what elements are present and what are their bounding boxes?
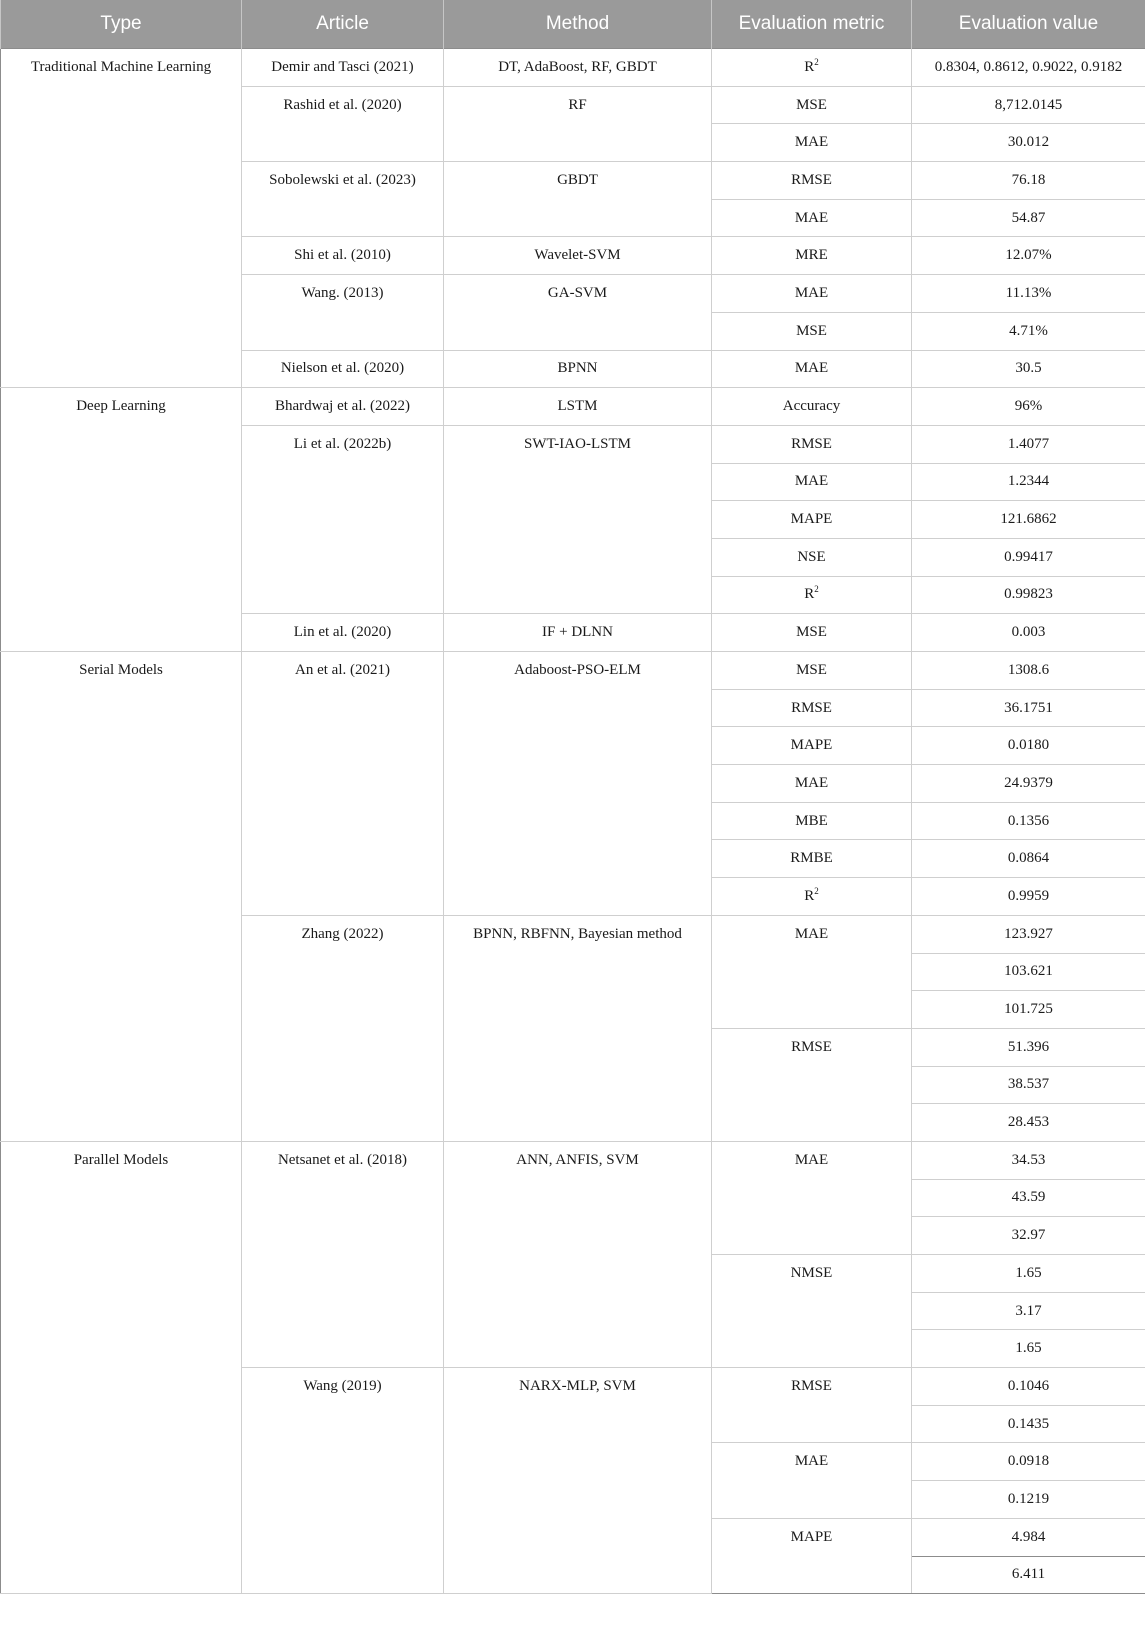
method-cell: DT, AdaBoost, RF, GBDT [444,49,712,87]
article-cell: Sobolewski et al. (2023) [242,162,444,237]
metric-cell: MAE [712,765,912,803]
value-cell: 4.984 [912,1518,1145,1556]
header-evaluation-value: Evaluation value [912,0,1145,49]
table-row [1,1141,1145,1179]
value-cell: 76.18 [912,162,1145,200]
method-cell: Adaboost-PSO-ELM [444,652,712,916]
article-cell: Nielson et al. (2020) [242,350,444,388]
method-cell: GA-SVM [444,275,712,350]
metric-cell: MAE [712,124,912,162]
metric-cell: RMSE [712,689,912,727]
metric-cell: RMSE [712,1368,912,1443]
method-cell: BPNN, RBFNN, Bayesian method [444,915,712,1141]
value-cell: 0.0180 [912,727,1145,765]
header-row [1,0,1145,49]
metric-cell: Accuracy [712,388,912,426]
value-cell: 12.07% [912,237,1145,275]
value-cell: 34.53 [912,1141,1145,1179]
table-row [1,388,1145,426]
value-cell: 4.71% [912,312,1145,350]
metric-cell [712,49,912,87]
metric-cell: MAE [712,199,912,237]
value-cell: 36.1751 [912,689,1145,727]
type-cell: Parallel Models [1,1141,242,1593]
value-cell: 1.65 [912,1330,1145,1368]
value-cell: 0.1435 [912,1405,1145,1443]
method-cell: NARX-MLP, SVM [444,1368,712,1594]
metric-label: R [804,887,815,904]
value-cell: 0.003 [912,614,1145,652]
value-cell: 0.8304, 0.8612, 0.9022, 0.9182 [912,49,1145,87]
metric-cell: MSE [712,652,912,690]
value-cell: 1.65 [912,1255,1145,1293]
article-cell: Rashid et al. (2020) [242,86,444,161]
metric-cell: NMSE [712,1255,912,1368]
value-cell: 0.0918 [912,1443,1145,1481]
article-cell: Wang (2019) [242,1368,444,1594]
article-cell: Netsanet et al. (2018) [242,1141,444,1367]
value-cell: 0.99823 [912,576,1145,614]
header-evaluation-metric: Evaluation metric [712,0,912,49]
article-cell: Zhang (2022) [242,915,444,1141]
value-cell: 0.1219 [912,1481,1145,1519]
value-cell: 0.1046 [912,1368,1145,1406]
metric-label: R [804,59,815,75]
value-cell: 0.99417 [912,538,1145,576]
header-method: Method [444,0,712,49]
metric-cell: MAPE [712,1518,912,1593]
table-row [1,49,1145,87]
metric-cell: RMBE [712,840,912,878]
metric-cell: MAE [712,350,912,388]
value-cell: 101.725 [912,991,1145,1029]
value-cell: 51.396 [912,1028,1145,1066]
metric-cell [712,576,912,614]
metric-cell: MAPE [712,501,912,539]
value-cell: 32.97 [912,1217,1145,1255]
type-cell: Serial Models [1,652,242,1142]
value-cell: 3.17 [912,1292,1145,1330]
metric-superscript: 2 [814,584,819,595]
article-cell: Lin et al. (2020) [242,614,444,652]
value-cell: 8,712.0145 [912,86,1145,124]
metric-cell: MSE [712,86,912,124]
article-cell: Shi et al. (2010) [242,237,444,275]
article-cell: Wang. (2013) [242,275,444,350]
metric-cell: RMSE [712,425,912,463]
article-cell: Li et al. (2022b) [242,425,444,613]
value-cell: 103.621 [912,953,1145,991]
value-cell: 6.411 [912,1556,1145,1594]
metric-cell: RMSE [712,1028,912,1141]
value-cell: 43.59 [912,1179,1145,1217]
value-cell: 28.453 [912,1104,1145,1142]
value-cell: 0.9959 [912,878,1145,916]
metric-label: R [804,586,815,603]
value-cell: 54.87 [912,199,1145,237]
article-cell: Demir and Tasci (2021) [242,49,444,87]
metric-cell: MSE [712,312,912,350]
method-cell: LSTM [444,388,712,426]
method-cell: Wavelet-SVM [444,237,712,275]
value-cell: 0.0864 [912,840,1145,878]
method-cell: BPNN [444,350,712,388]
header-type: Type [1,0,242,49]
metric-cell: MAE [712,463,912,501]
value-cell: 38.537 [912,1066,1145,1104]
type-cell: Traditional Machine Learning [1,49,242,388]
metric-cell: MAE [712,1141,912,1254]
article-cell: Bhardwaj et al. (2022) [242,388,444,426]
value-cell: 30.5 [912,350,1145,388]
value-cell: 1.4077 [912,425,1145,463]
metric-cell [712,878,912,916]
value-cell: 123.927 [912,915,1145,953]
value-cell: 96% [912,388,1145,426]
type-cell: Deep Learning [1,388,242,652]
metric-cell: MAPE [712,727,912,765]
metric-cell: MAE [712,275,912,313]
method-cell: SWT-IAO-LSTM [444,425,712,613]
metric-cell: MAE [712,1443,912,1518]
metric-cell: MSE [712,614,912,652]
method-cell: IF + DLNN [444,614,712,652]
value-cell: 30.012 [912,124,1145,162]
method-cell: RF [444,86,712,161]
value-cell: 0.1356 [912,802,1145,840]
metric-cell: NSE [712,538,912,576]
value-cell: 1.2344 [912,463,1145,501]
value-cell: 1308.6 [912,652,1145,690]
metric-cell: MRE [712,237,912,275]
header-article: Article [242,0,444,49]
table-row [1,652,1145,690]
metric-cell: MAE [712,915,912,1028]
value-cell: 24.9379 [912,765,1145,803]
value-cell: 11.13% [912,275,1145,313]
metric-superscript: 2 [814,885,819,896]
value-cell: 121.6862 [912,501,1145,539]
method-cell: GBDT [444,162,712,237]
article-cell: An et al. (2021) [242,652,444,916]
method-cell: ANN, ANFIS, SVM [444,1141,712,1367]
metric-superscript: 2 [814,57,819,67]
metric-cell: RMSE [712,162,912,200]
metric-cell: MBE [712,802,912,840]
